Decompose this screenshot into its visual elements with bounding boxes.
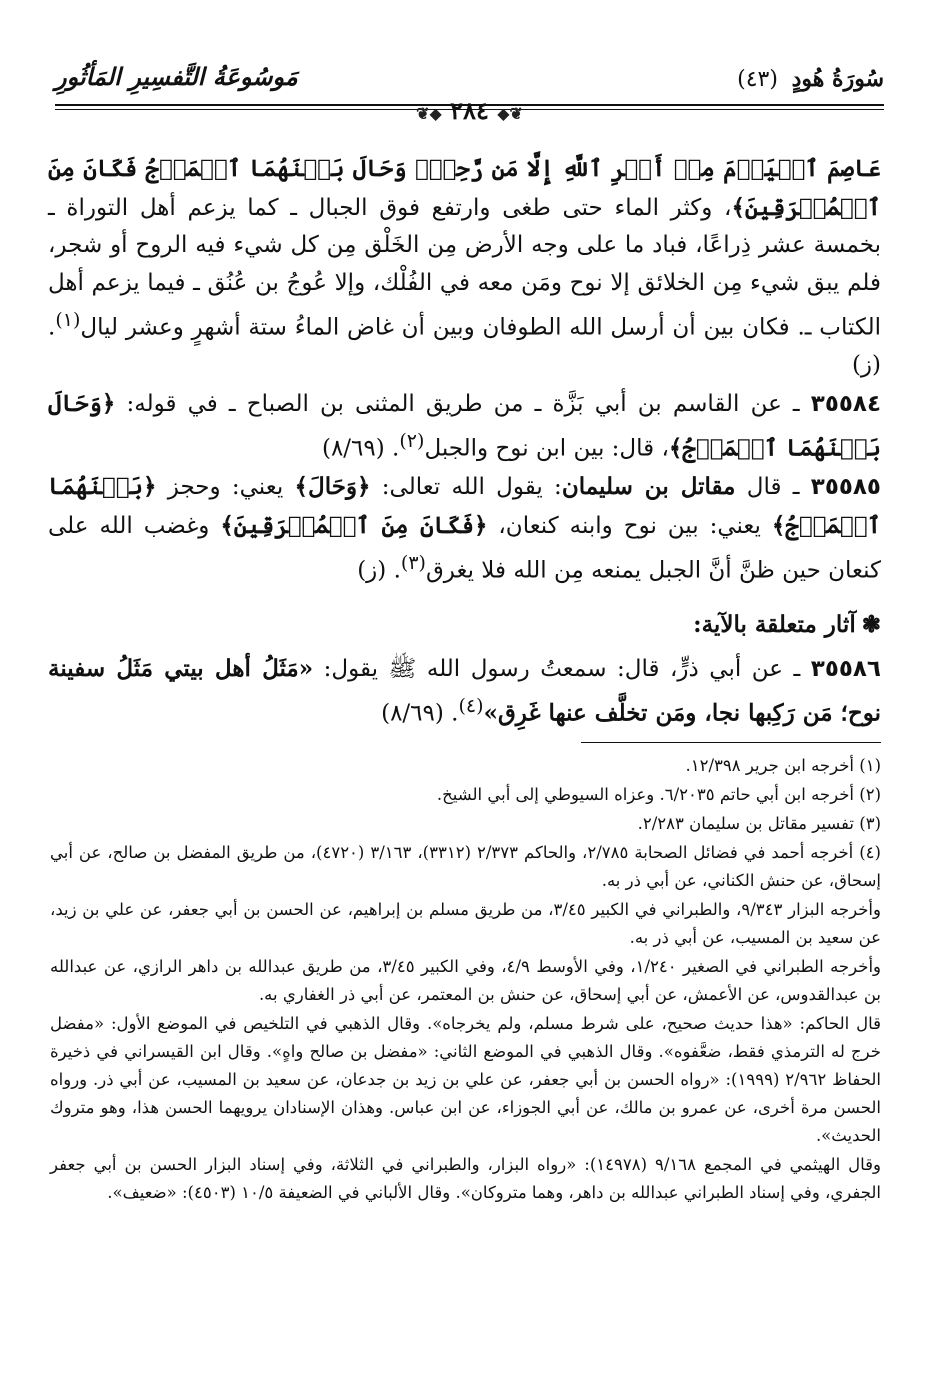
- page-header: [55, 62, 884, 125]
- footnote-3: (٣) تفسير مقاتل بن سليمان ٢/٢٨٣.: [637, 814, 881, 833]
- narration-number: ٣٥٥٨٤: [810, 390, 881, 417]
- footnote-4-cont-2: وأخرجه الطبراني في الصغير ١/٢٤٠، وفي الأوسط ٤/٩، وفي الكبير ٣/٤٥، من طريق عبدالله بن داهر الرازي، عن عبدالله بن عبدالقدوس، عن الأعمش، عن أبي إسحاق، عن حنش بن المعتمر، عن أبي ذر الغفاري به.: [50, 957, 881, 1004]
- narration-35586: ٣٥٥٨٦ ـ عن أبي ذرٍّ، قال: سمعتُ رسول الله ﷺ يقول: «مَثَلُ أهل بيتي مَثَلُ سفينة نوح؛ مَن رَكِبها نجا، ومَن تخلَّف عنها غَرِق»$^{(٤)}$. (٨/٦٩): [48, 654, 881, 728]
- source-tag: . (ز): [48, 314, 881, 379]
- footnote-2: (٢) أخرجه ابن أبي حاتم ٦/٢٠٣٥. وعزاه السيوطي إلى أبي الشيخ.: [436, 785, 881, 804]
- footnote-ref: (٢): [399, 430, 425, 453]
- quran-verse: ﴿وَحَالَ بَيۡنَهُمَا ٱلۡمَوۡجُ﴾: [48, 389, 881, 462]
- narration-35585: ٣٥٥٨٥ ـ قال مقاتل بن سليمان: يقول الله تعالى: ﴿وَحَالَ﴾ يعني: وحجز ﴿بَيۡنَهُمَا ٱلۡمَوۡجُ﴾ يعني: بين نوح وابنه كنعان، ﴿فَكَانَ مِنَ ٱلۡمُغۡرَقِينَ﴾ وغضب الله على كنعان حين ظنَّ أنَّ الجبل يمنعه مِن الله فلا يغرق$^{(٣)}$. (ز): [48, 473, 881, 584]
- footnote-ref: (٣): [400, 552, 426, 575]
- surah-number: (٤٣): [737, 67, 778, 92]
- footnotes: [50, 752, 881, 1208]
- narration-chain: ـ عن القاسم بن أبي بَزَّة ـ من طريق المثنى بن الصباح ـ في قوله:: [115, 390, 811, 417]
- flower-ornament-icon: ❃: [861, 611, 881, 639]
- narrator-name: مقاتل بن سليمان: [561, 473, 736, 501]
- paragraph-continuation: [48, 150, 881, 385]
- narration-35584: [48, 385, 881, 469]
- footnote-1: (١) أخرجه ابن جرير ١٢/٣٩٨.: [685, 756, 881, 775]
- quran-verse: ﴿بَيۡنَهُمَا ٱلۡمَوۡجُ﴾: [48, 473, 881, 539]
- volume-reference: . (٨/٦٩): [321, 435, 400, 462]
- main-text: [48, 150, 881, 734]
- quran-verse: ﴿فَكَانَ مِنَ ٱلۡمُغۡرَقِينَ﴾: [220, 511, 488, 539]
- footnote-4-cont-4: وقال الهيثمي في المجمع ٩/١٦٨ (١٤٩٧٨): «رواه البزار، والطبراني في الثلاثة، وفي إسناد البزار الحسن بن أبي جعفر الجفري، وفي إسناد الطبراني عبدالله بن داهر، وهما متروكان». وقال الألباني في الضعيفة ١٠/٥ (٤٥٠٣): «ضعيف».: [50, 1155, 881, 1202]
- narration-number: ٣٥٥٨٦: [810, 655, 881, 682]
- surah-label: [737, 66, 884, 92]
- book-title: مَوسُوعَةُ التَّفسِيرِ المَأثُورِ: [55, 62, 298, 91]
- quran-verse: عَاصِمَ ٱلۡيَوۡمَ مِنۡ أَمۡرِ ٱللَّهِ إِلَّا مَن رَّحِمَۚ وَحَالَ بَيۡنَهُمَا ٱلۡمَوۡجُ فَكَانَ مِنَ ٱلۡمُغۡرَقِينَ﴾: [48, 155, 881, 221]
- surah-name: سُورَةُ هُودٍ: [791, 66, 884, 92]
- footnote-4-cont-3: قال الحاكم: «هذا حديث صحيح، على شرط مسلم، ولم يخرجاه». وقال الذهبي في التلخيص في الموضع الأول: «مفضل خرج له الترمذي فقط، ضعَّفوه». وقال الذهبي في الموضع الثاني: «مفضل بن صالح واهٍ». وقال ابن القيسراني في ذخيرة الحفاظ ٢/٩٦٢ (١٩٩٩): «رواه الحسن بن أبي جعفر، عن علي بن زيد بن جدعان، عن سعيد بن المسيب، عن أبي ذر. ورواه الحسن مرة أخرى، عن عمرو بن مالك، عن أبي الجوزاء، عن ابن عباس. وهذان الإسنادان يرويهما الحسن هذا، وهو متروك الحديث».: [50, 1014, 882, 1145]
- volume-reference: . (٨/٦٩): [381, 701, 459, 728]
- source-tag: . (ز): [357, 557, 401, 584]
- footnote-4-cont-1: وأخرجه البزار ٩/٣٤٣، والطبراني في الكبير ٣/٤٥، من طريق مسلم بن إبراهيم، عن الحسن بن أبي جعفر، عن علي بن زيد، عن سعيد بن المسيب، عن أبي ذر به.: [50, 900, 881, 947]
- right-ornament-icon: ◆❦: [416, 104, 442, 123]
- footnote-4: (٤) أخرجه أحمد في فضائل الصحابة ٢/٧٨٥، والحاكم ٢/٣٧٣ (٣٣١٢)، ٣/١٦٣ (٤٧٢٠)، من طريق المفضل بن صالح، عن أبي إسحاق، عن حنش الكناني، عن أبي ذر به.: [50, 843, 881, 890]
- page-number: ❦◆ ٢٨٤ ◆❦: [416, 96, 523, 125]
- commentary-text: ، قال: بين ابن نوح والجبل: [424, 435, 669, 462]
- footnote-ref: (٤): [458, 695, 484, 718]
- section-heading: ❃آثار متعلقة بالآية:: [693, 611, 881, 639]
- left-ornament-icon: ❦◆: [497, 104, 523, 123]
- footnote-separator: [581, 742, 881, 743]
- hadith-text: «مَثَلُ أهل بيتي مَثَلُ سفينة نوح؛ مَن رَكِبها نجا، ومَن تخلَّف عنها غَرِق»: [48, 654, 881, 728]
- footnote-ref: (١): [55, 309, 81, 331]
- quran-verse: ﴿وَحَالَ﴾: [294, 473, 371, 501]
- narration-number: ٣٥٥٨٥: [810, 474, 881, 501]
- commentary-text: ، وكثر الماء حتى طغى وارتفع فوق الجبال ـ كما يزعم أهل التوراة ـ بخمسة عشر ذِراعًا، فباد ما على وجه الأرض مِن الخَلْق مِن كل شيء فيه الروح أو شجر، فلم يبق شيء مِن الخلائق إلا نوح ومَن معه في الفُلْك، وإلا عُوجُ بن عُنُق ـ فيما يزعم أهل الكتاب ـ. فكان بين أن أرسل الله الطوفان وبين أن غاض الماءُ ستة أشهرٍ وعشر ليال: [48, 194, 881, 341]
